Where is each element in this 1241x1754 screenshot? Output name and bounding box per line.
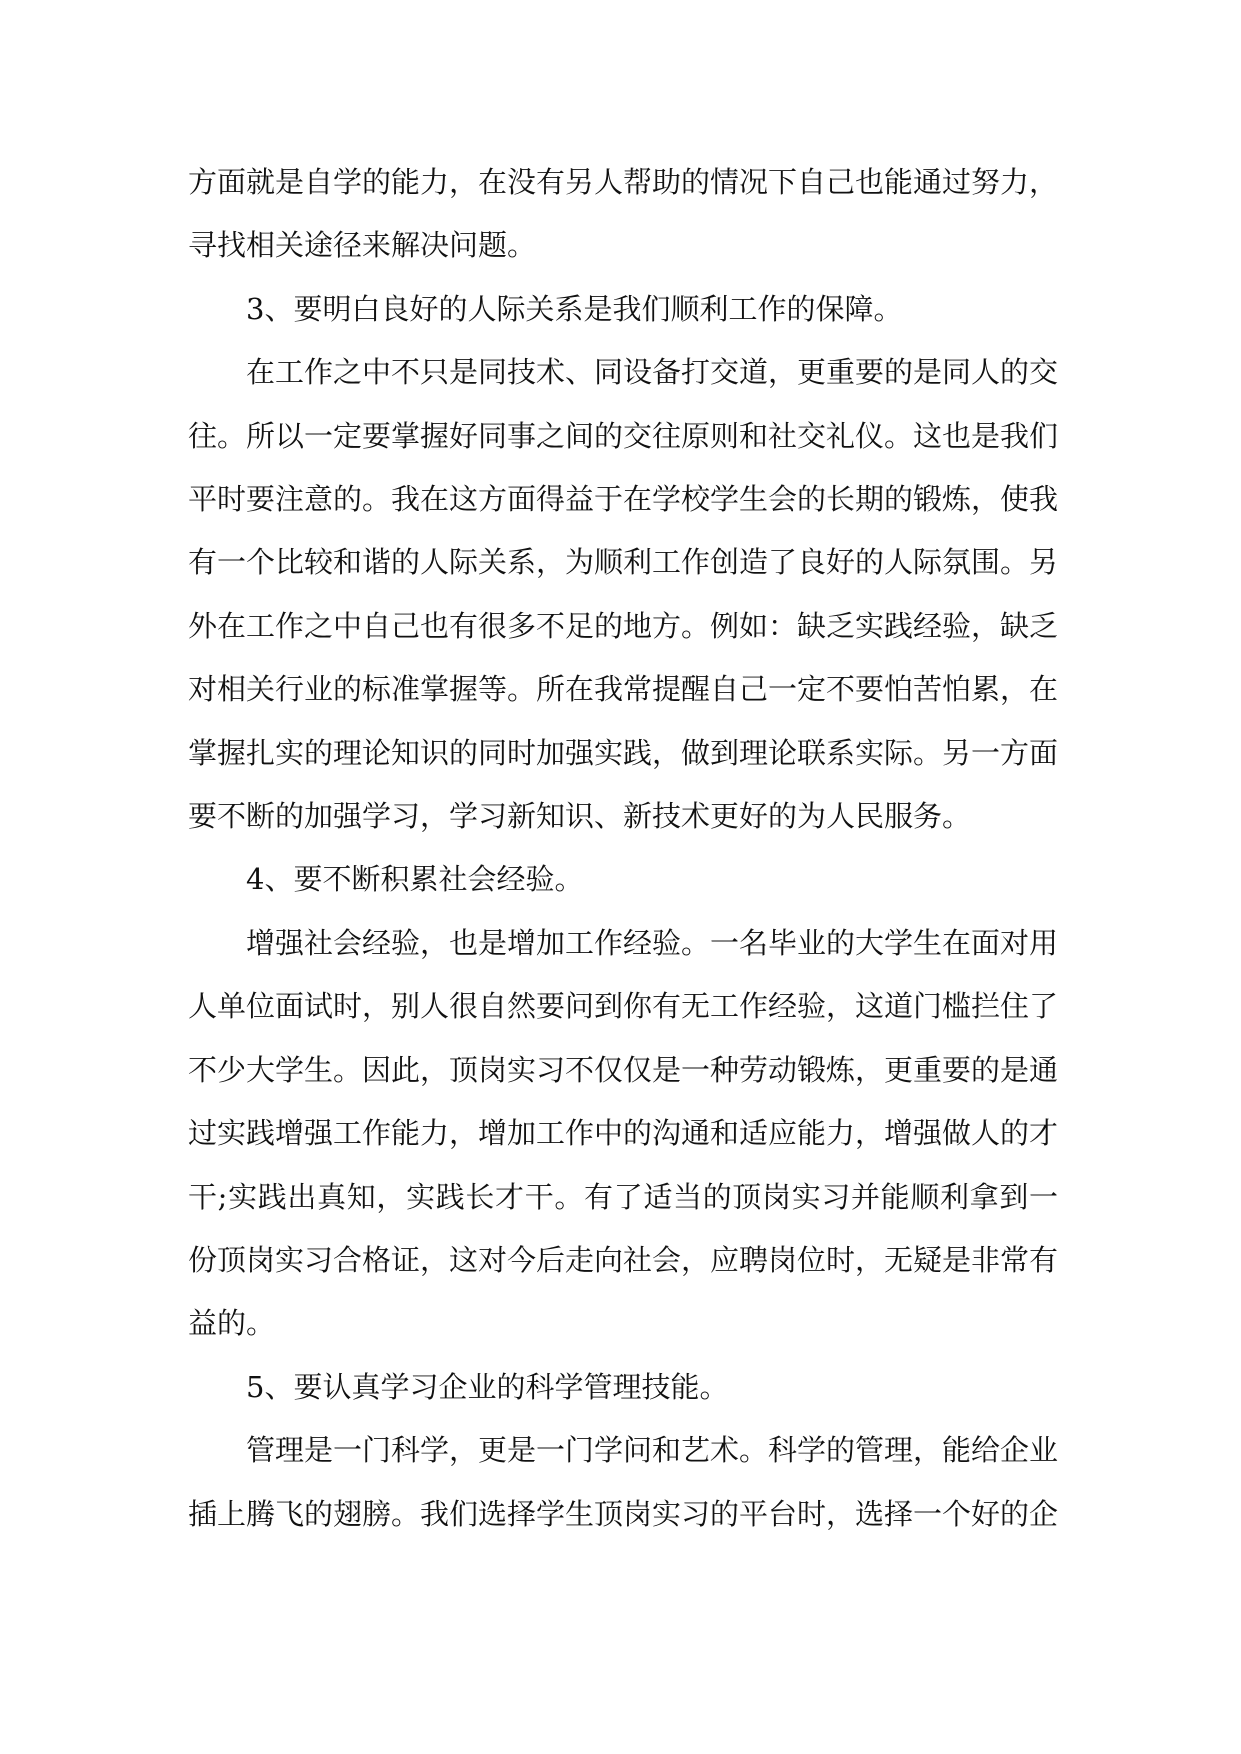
heading-item-5: 5、要认真学习企业的科学管理技能。 (246, 1369, 729, 1404)
heading-item-3: 3、要明白良好的人际关系是我们顺利工作的保障。 (246, 291, 903, 326)
document-body (188, 151, 1058, 1546)
heading-item-4: 4、要不断积累社会经验。 (246, 862, 584, 897)
paragraph-social-experience: 增强社会经验，也是增加工作经验。一名毕业的大学生在面对用人单位面试时，别人很自然要问到你有无工作经验，这道门槛拦住了不少大学生。因此，顶岗实习不仅仅是一种劳动锻炼，更重要的是通过实践增强工作能力，增加工作中的沟通和适应能力，增强做人的才干;实践出真知，实践长才干。有了适当的顶岗实习并能顺利拿到一份顶岗实习合格证，这对今后走向社会，应聘岗位时，无疑是非常有益的。 (188, 925, 1059, 1341)
paragraph-interpersonal: 在工作之中不只是同技术、同设备打交道，更重要的是同人的交往。所以一定要掌握好同事之间的交往原则和社交礼仪。这也是我们平时要注意的。我在这方面得益于在学校学生会的长期的锻炼，使我有一个比较和谐的人际关系，为顺利工作创造了良好的人际氛围。另外在工作之中自己也有很多不足的地方。例如：缺乏实践经验，缺乏对相关行业的标准掌握等。所在我常提醒自己一定不要怕苦怕累，在掌握扎实的理论知识的同时加强实践，做到理论联系实际。另一方面要不断的加强学习，学习新知识、新技术更好的为人民服务。 (188, 355, 1059, 834)
paragraph-management: 管理是一门科学，更是一门学问和艺术。科学的管理，能给企业插上腾飞的翅膀。我们选择学生顶岗实习的平台时，选择一个好的企 (188, 1433, 1059, 1531)
paragraph-self-learning: 方面就是自学的能力，在没有另人帮助的情况下自己也能通过努力，寻找相关途径来解决问题。 (188, 165, 1059, 263)
